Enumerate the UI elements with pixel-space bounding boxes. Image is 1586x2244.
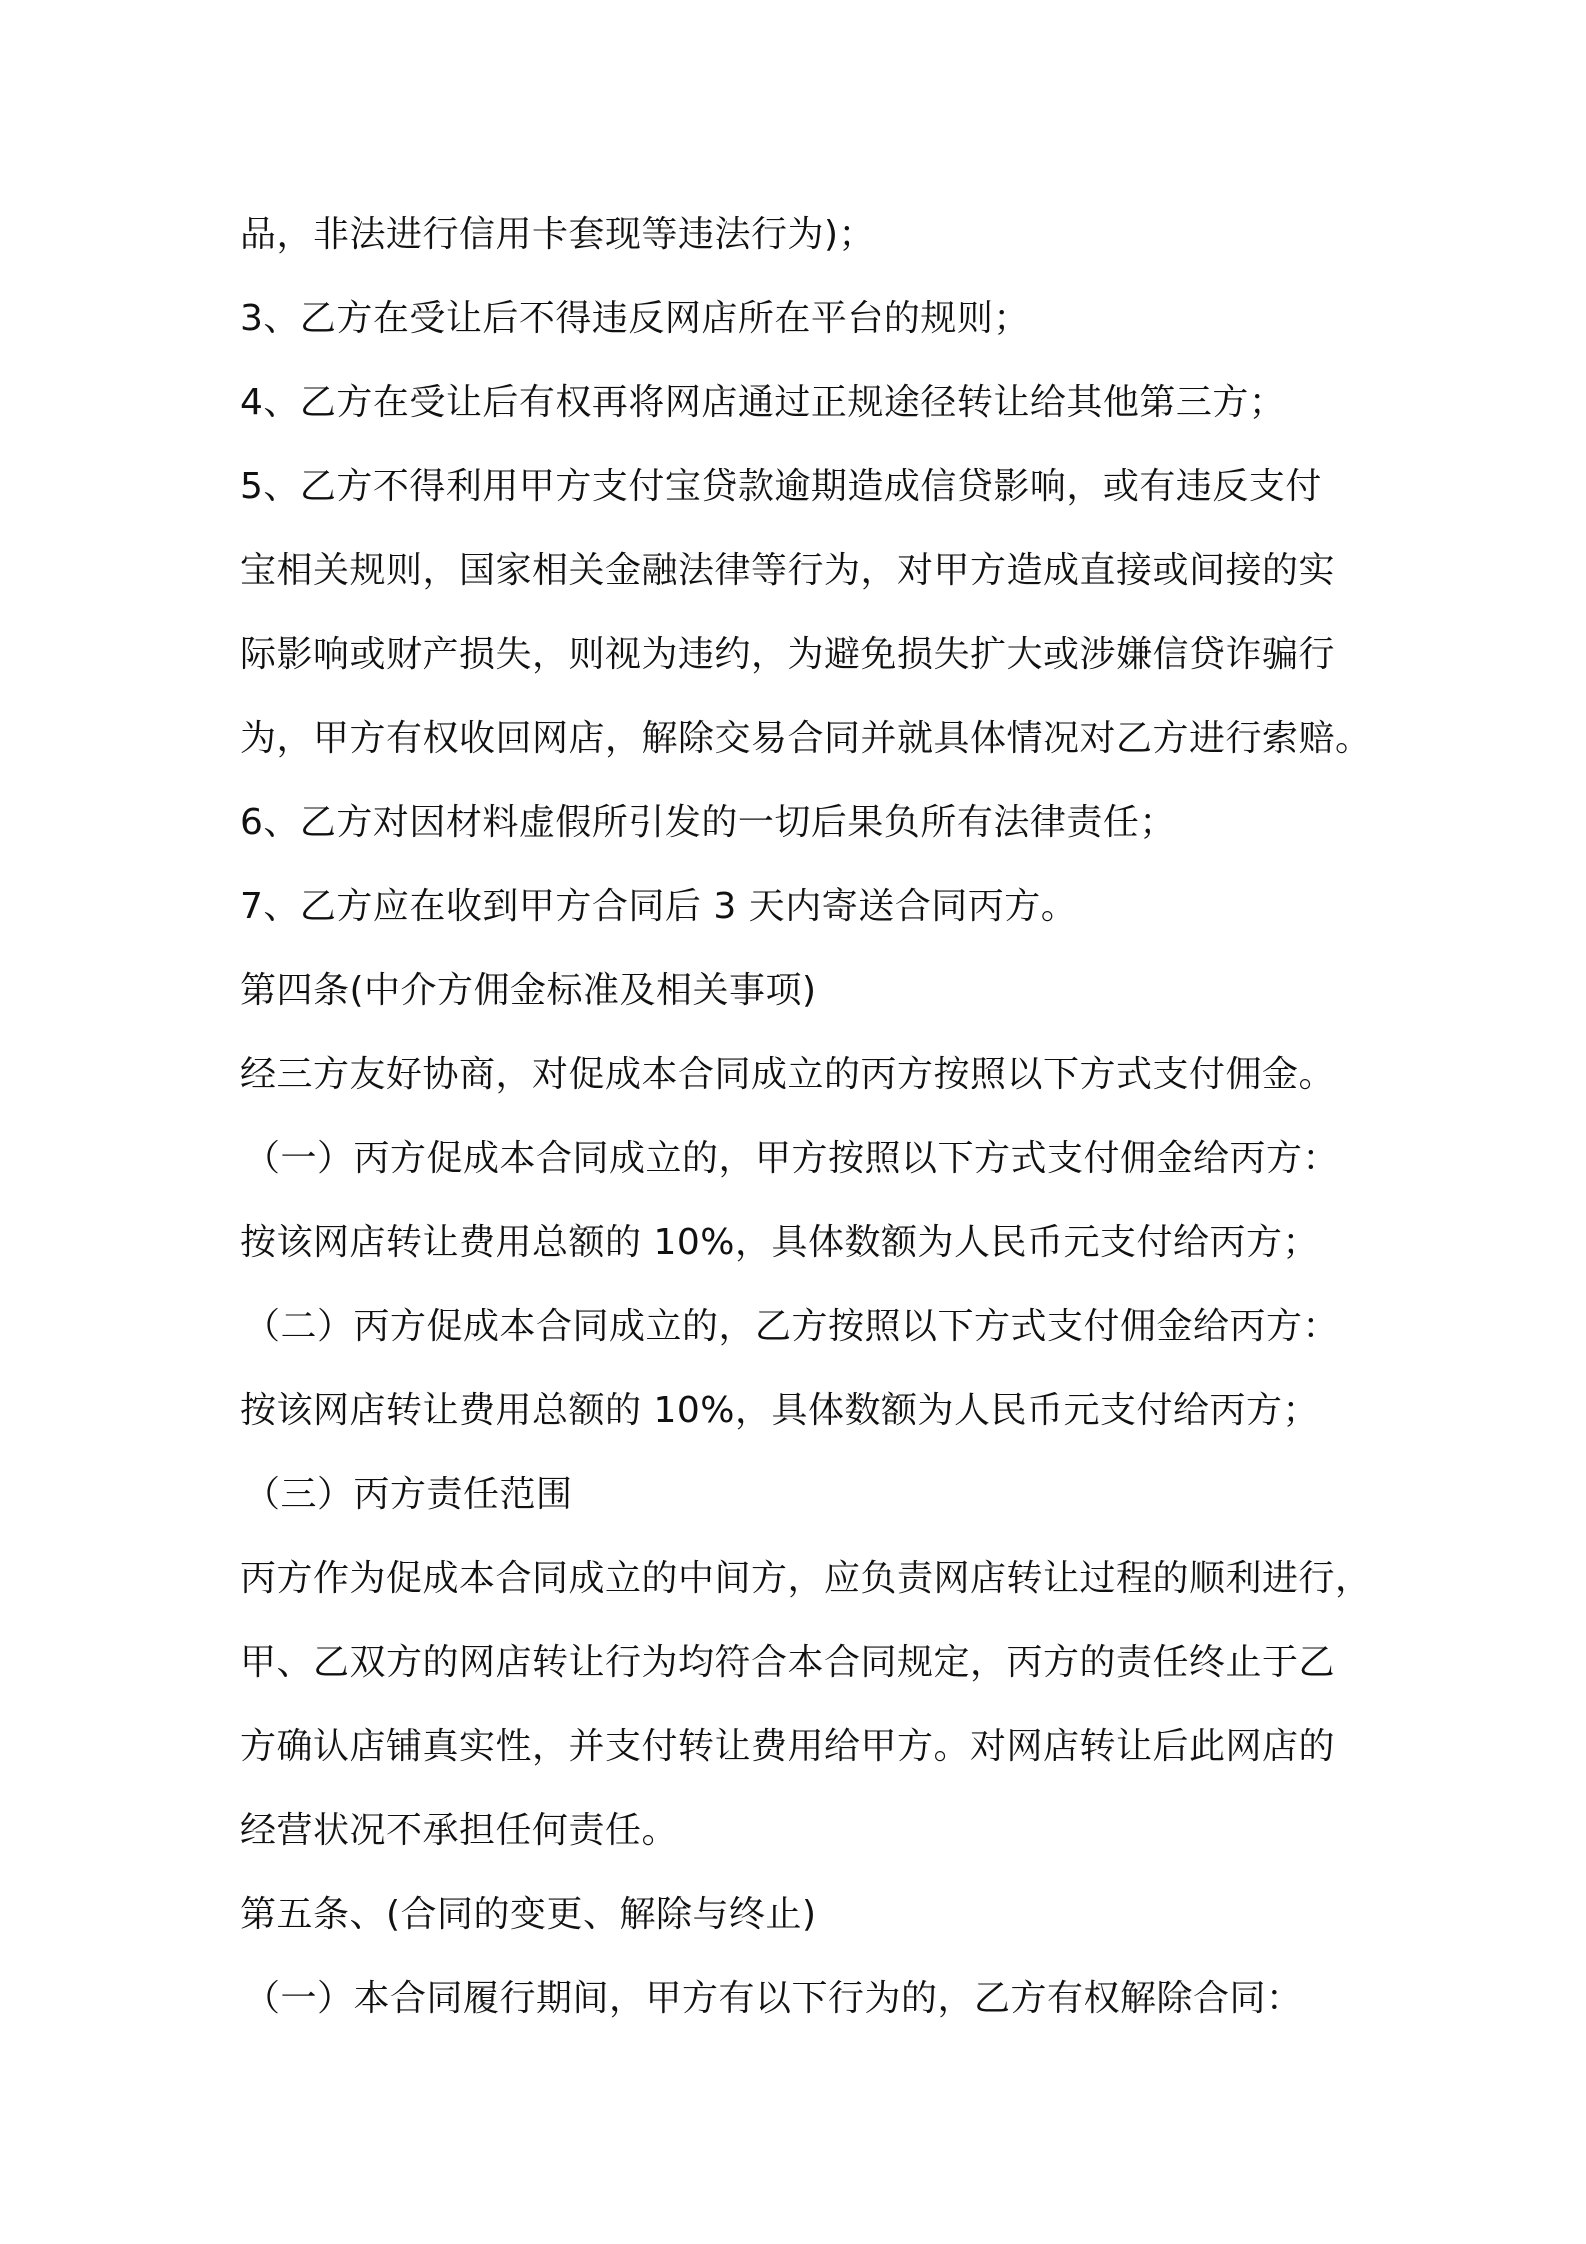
clause-7: 7、乙方应在收到甲方合同后 3 天内寄送合同丙方。 [240,886,1078,927]
text-line: 按该网店转让费用总额的 10%，具体数额为人民币元支付给丙方； [240,1222,1319,1263]
text-line: 品，非法进行信用卡套现等违法行为)； [240,214,876,255]
text-line: 为，甲方有权收回网店，解除交易合同并就具体情况对乙方进行索赔。 [240,718,1372,759]
subclause-3: （三）丙方责任范围 [244,1474,573,1515]
text-line: 丙方作为促成本合同成立的中间方，应负责网店转让过程的顺利进行， [240,1558,1372,1599]
text-line: 方确认店铺真实性，并支付转让费用给甲方。对网店转让后此网店的 [240,1726,1336,1767]
subclause-1: （一）丙方促成本合同成立的，甲方按照以下方式支付佣金给丙方： [244,1138,1340,1179]
text-line: 甲、乙双方的网店转让行为均符合本合同规定，丙方的责任终止于乙 [240,1642,1336,1683]
text-line: 际影响或财产损失，则视为违约，为避免损失扩大或涉嫌信贷诈骗行 [240,634,1336,675]
text-line: 经三方友好协商，对促成本合同成立的丙方按照以下方式支付佣金。 [240,1054,1336,1095]
text-line: 按该网店转让费用总额的 10%，具体数额为人民币元支付给丙方； [240,1390,1319,1431]
article-4-heading: 第四条(中介方佣金标准及相关事项) [240,970,817,1011]
article-5-heading: 第五条、(合同的变更、解除与终止) [240,1894,817,1935]
clause-6: 6、乙方对因材料虚假所引发的一切后果负所有法律责任； [240,802,1176,843]
clause-5: 5、乙方不得利用甲方支付宝贷款逾期造成信贷影响，或有违反支付 [240,466,1322,507]
text-line: 经营状况不承担任何责任。 [240,1810,679,1851]
clause-3: 3、乙方在受让后不得违反网店所在平台的规则； [240,298,1030,339]
text-line: 宝相关规则，国家相关金融法律等行为，对甲方造成直接或间接的实 [240,550,1336,591]
clause-4: 4、乙方在受让后有权再将网店通过正规途径转让给其他第三方； [240,382,1286,423]
document-body [240,193,1390,2041]
subclause-1: （一）本合同履行期间，甲方有以下行为的，乙方有权解除合同： [244,1978,1303,2019]
subclause-2: （二）丙方促成本合同成立的，乙方按照以下方式支付佣金给丙方： [244,1306,1340,1347]
